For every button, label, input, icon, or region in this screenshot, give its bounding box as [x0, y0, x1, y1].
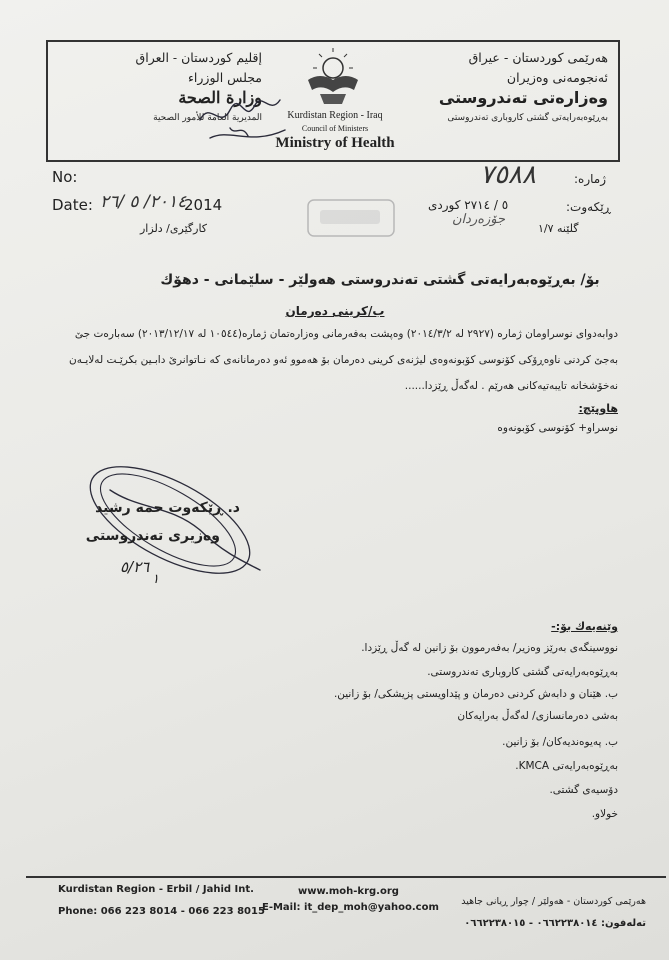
date-ku-value: ٥ / ٢٧١٤ کوردی: [428, 198, 509, 212]
signatory-handnote: ٥/٢٦: [120, 558, 150, 576]
copy-item: بەشی دەرمانسازی/ لەگەڵ بەرایەکان: [457, 710, 618, 722]
footer-phone-en: Phone: 066 223 8014 - 066 223 8015: [58, 906, 265, 917]
signatory-name: د. ڕێکەوت حمه رشید: [95, 500, 240, 516]
directorate-ku: بەڕێوەبەرایەتی گشتی کاروباری تەندروستی: [447, 113, 608, 123]
recipient-line: بۆ/ بەڕێوەبەرایەتی گشتی تەندروستی هەولێر - سلێمانی - دهۆك: [160, 272, 600, 288]
date-label: Date:: [52, 196, 93, 214]
footer-address-en: Kurdistan Region - Erbil / Jahid Int.: [58, 884, 254, 895]
ministry-ar: وزارة الصحة: [178, 88, 262, 107]
attachment-item: نوسراو+ کۆنوسی کۆبونەوە: [497, 422, 618, 434]
clerk-label: کارگێری/ دلزار: [140, 222, 208, 235]
council-ar: مجلس الوزراء: [188, 70, 262, 85]
copies-label: وێنەیەك بۆ:-: [551, 620, 618, 633]
date-handwritten: ٢٠١٤/ ٥ /٢٦: [100, 192, 187, 212]
copy-item: بەڕێوەبەرایەتی گشتی کاروباری تەندروستی.: [427, 666, 618, 678]
copy-item: نووسینگەی بەرێز وەزیر/ بەفەرموون بۆ زانین لە گەڵ ڕێزدا.: [361, 642, 618, 654]
faint-stamp-icon: [306, 198, 396, 238]
signatory-title: وەزیری تەندروستی: [85, 528, 220, 544]
footer-website-link[interactable]: www.moh-krg.org: [298, 886, 399, 897]
ministry-ku: وەزارەتی تەندروستی: [438, 88, 608, 107]
body-paragraph-1: دوابەدوای نوسراومان ژمارە (٢٩٢٧ لە ٢٠١٤/٣/٢) وەپشت بەفەرمانی وەزارەتمان ژمارە(١٠٥٤٤ لە ٢٠١٣/١٢/١٧) سەبارەت جێ: [74, 328, 618, 340]
attachments-label: هاوپێچ:: [578, 402, 618, 415]
copy-item: ب. پەیوەندیەکان/ بۆ زانین.: [502, 736, 618, 748]
copy-item: بەڕێوەبەرایەتی KMCA.: [515, 760, 618, 772]
signatory-handnote-2: ١: [152, 572, 159, 587]
copy-item: خولاو.: [591, 808, 618, 820]
month-handwritten: جۆزەردان: [452, 212, 506, 227]
number-label: ژمارە:: [574, 172, 607, 186]
copy-item: ب. هێنان و دابەش کردنی دەرمان و پێداویستی پزیشکی/ بۆ زانین.: [333, 688, 618, 700]
body-paragraph-2: بەجێ کردنی ناوەڕۆکی کۆنوسی کۆبونەوەی لیژنەی کرینی دەرمان بۆ هەموو ئەو دەرمانانەی کە نـاتوانرێ دابـین بکرێـت لەلایـەن: [68, 354, 618, 366]
footer-address-ku: هەرێمی کوردستان - هەولێر / چوار ڕیانی جاهید: [461, 896, 646, 907]
ministry-en: Ministry of Health: [275, 135, 395, 151]
header-signature-icon: [190, 80, 300, 150]
letterhead-kurdish: [418, 48, 608, 128]
footer-email-link[interactable]: E-Mail: it_dep_moh@yahoo.com: [262, 902, 439, 913]
paperclip-signature-icon: [80, 460, 270, 590]
number-handwritten: ٧٥٨٨: [480, 160, 536, 190]
council-en: Council of Ministers: [301, 124, 369, 133]
date-ku-label: ڕێکەوت:: [566, 200, 611, 214]
footer-phone-ku: تەلەفون: ٠٦٦٢٢٣٨٠١٤ - ٠٦٦٢٢٣٨٠١٥: [464, 918, 646, 929]
attachment-count: گلێنە ١/٧: [538, 222, 579, 235]
date-year: 2014: [184, 196, 223, 214]
body-paragraph-3: نەخۆشخانە تایبەتیەکانی هەرێم . لەگەڵ ڕێزدا......: [404, 380, 618, 392]
no-label: No:: [52, 168, 78, 186]
region-ar: إقليم كوردستان - العراق: [135, 50, 262, 65]
footer-divider: [26, 876, 666, 878]
kurdistan-emblem-icon: [300, 46, 366, 108]
copy-item: دۆسیەی گشتی.: [549, 784, 618, 796]
directorate-ar: المديرية العامة للأمور الصحية: [153, 113, 262, 123]
council-ku: ئەنجومەنی وەزیران: [506, 70, 608, 85]
region-ku: هەرێمی کوردستان - عیراق: [468, 50, 608, 65]
subject-line: ب/کرینی دەرمان: [285, 304, 385, 318]
region-en: Kurdistan Region - Iraq: [287, 110, 383, 121]
